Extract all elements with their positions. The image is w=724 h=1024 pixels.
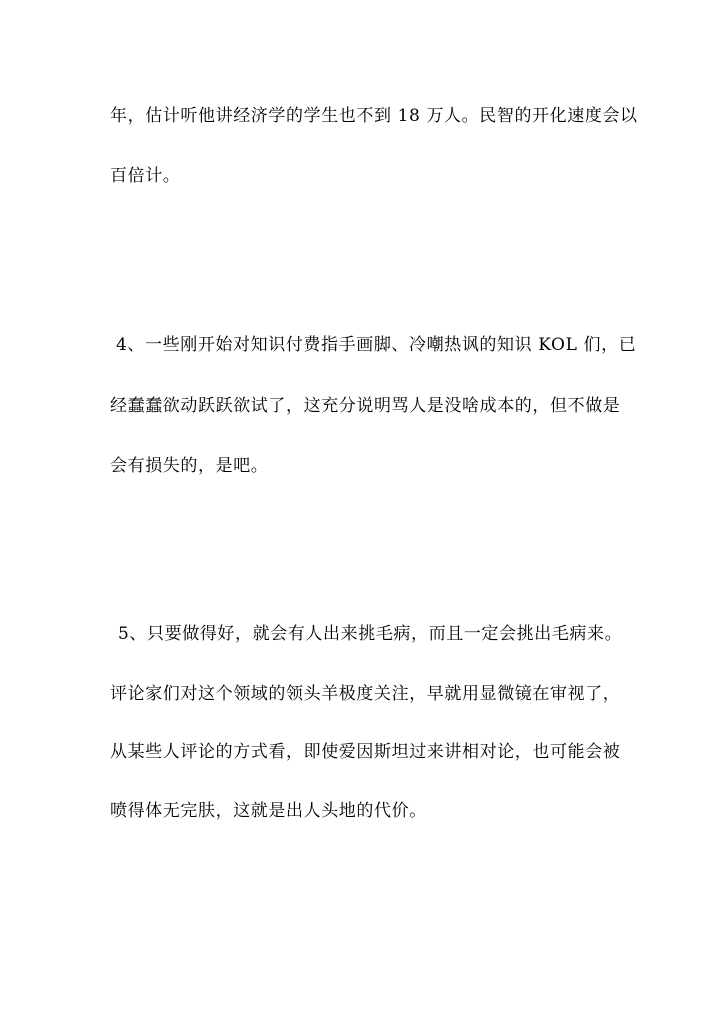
- paragraph-5-line: 评论家们对这个领域的领头羊极度关注，早就用显微镜在审视了，: [110, 684, 621, 704]
- paragraph-continued-line: 百倍计。: [110, 166, 181, 186]
- paragraph-4-line: 会有损失的，是吧。: [110, 456, 269, 476]
- paragraph-5-line: 从某些人评论的方式看，即使爱因斯坦过来讲相对论，也可能会被: [110, 742, 621, 762]
- paragraph-continued-line: 年，估计听他讲经济学的学生也不到 18 万人。民智的开化速度会以: [110, 106, 638, 126]
- paragraph-5-line: 喷得体无完肤，这就是出人头地的代价。: [110, 801, 427, 821]
- paragraph-4-line: 经蠢蠢欲动跃跃欲试了，这充分说明骂人是没啥成本的，但不做是: [110, 396, 621, 416]
- paragraph-5-line: 5、只要做得好，就会有人出来挑毛病，而且一定会挑出毛病来。: [118, 624, 623, 644]
- paragraph-4-line: 4、一些刚开始对知识付费指手画脚、冷嘲热讽的知识 KOL 们，已: [116, 335, 637, 355]
